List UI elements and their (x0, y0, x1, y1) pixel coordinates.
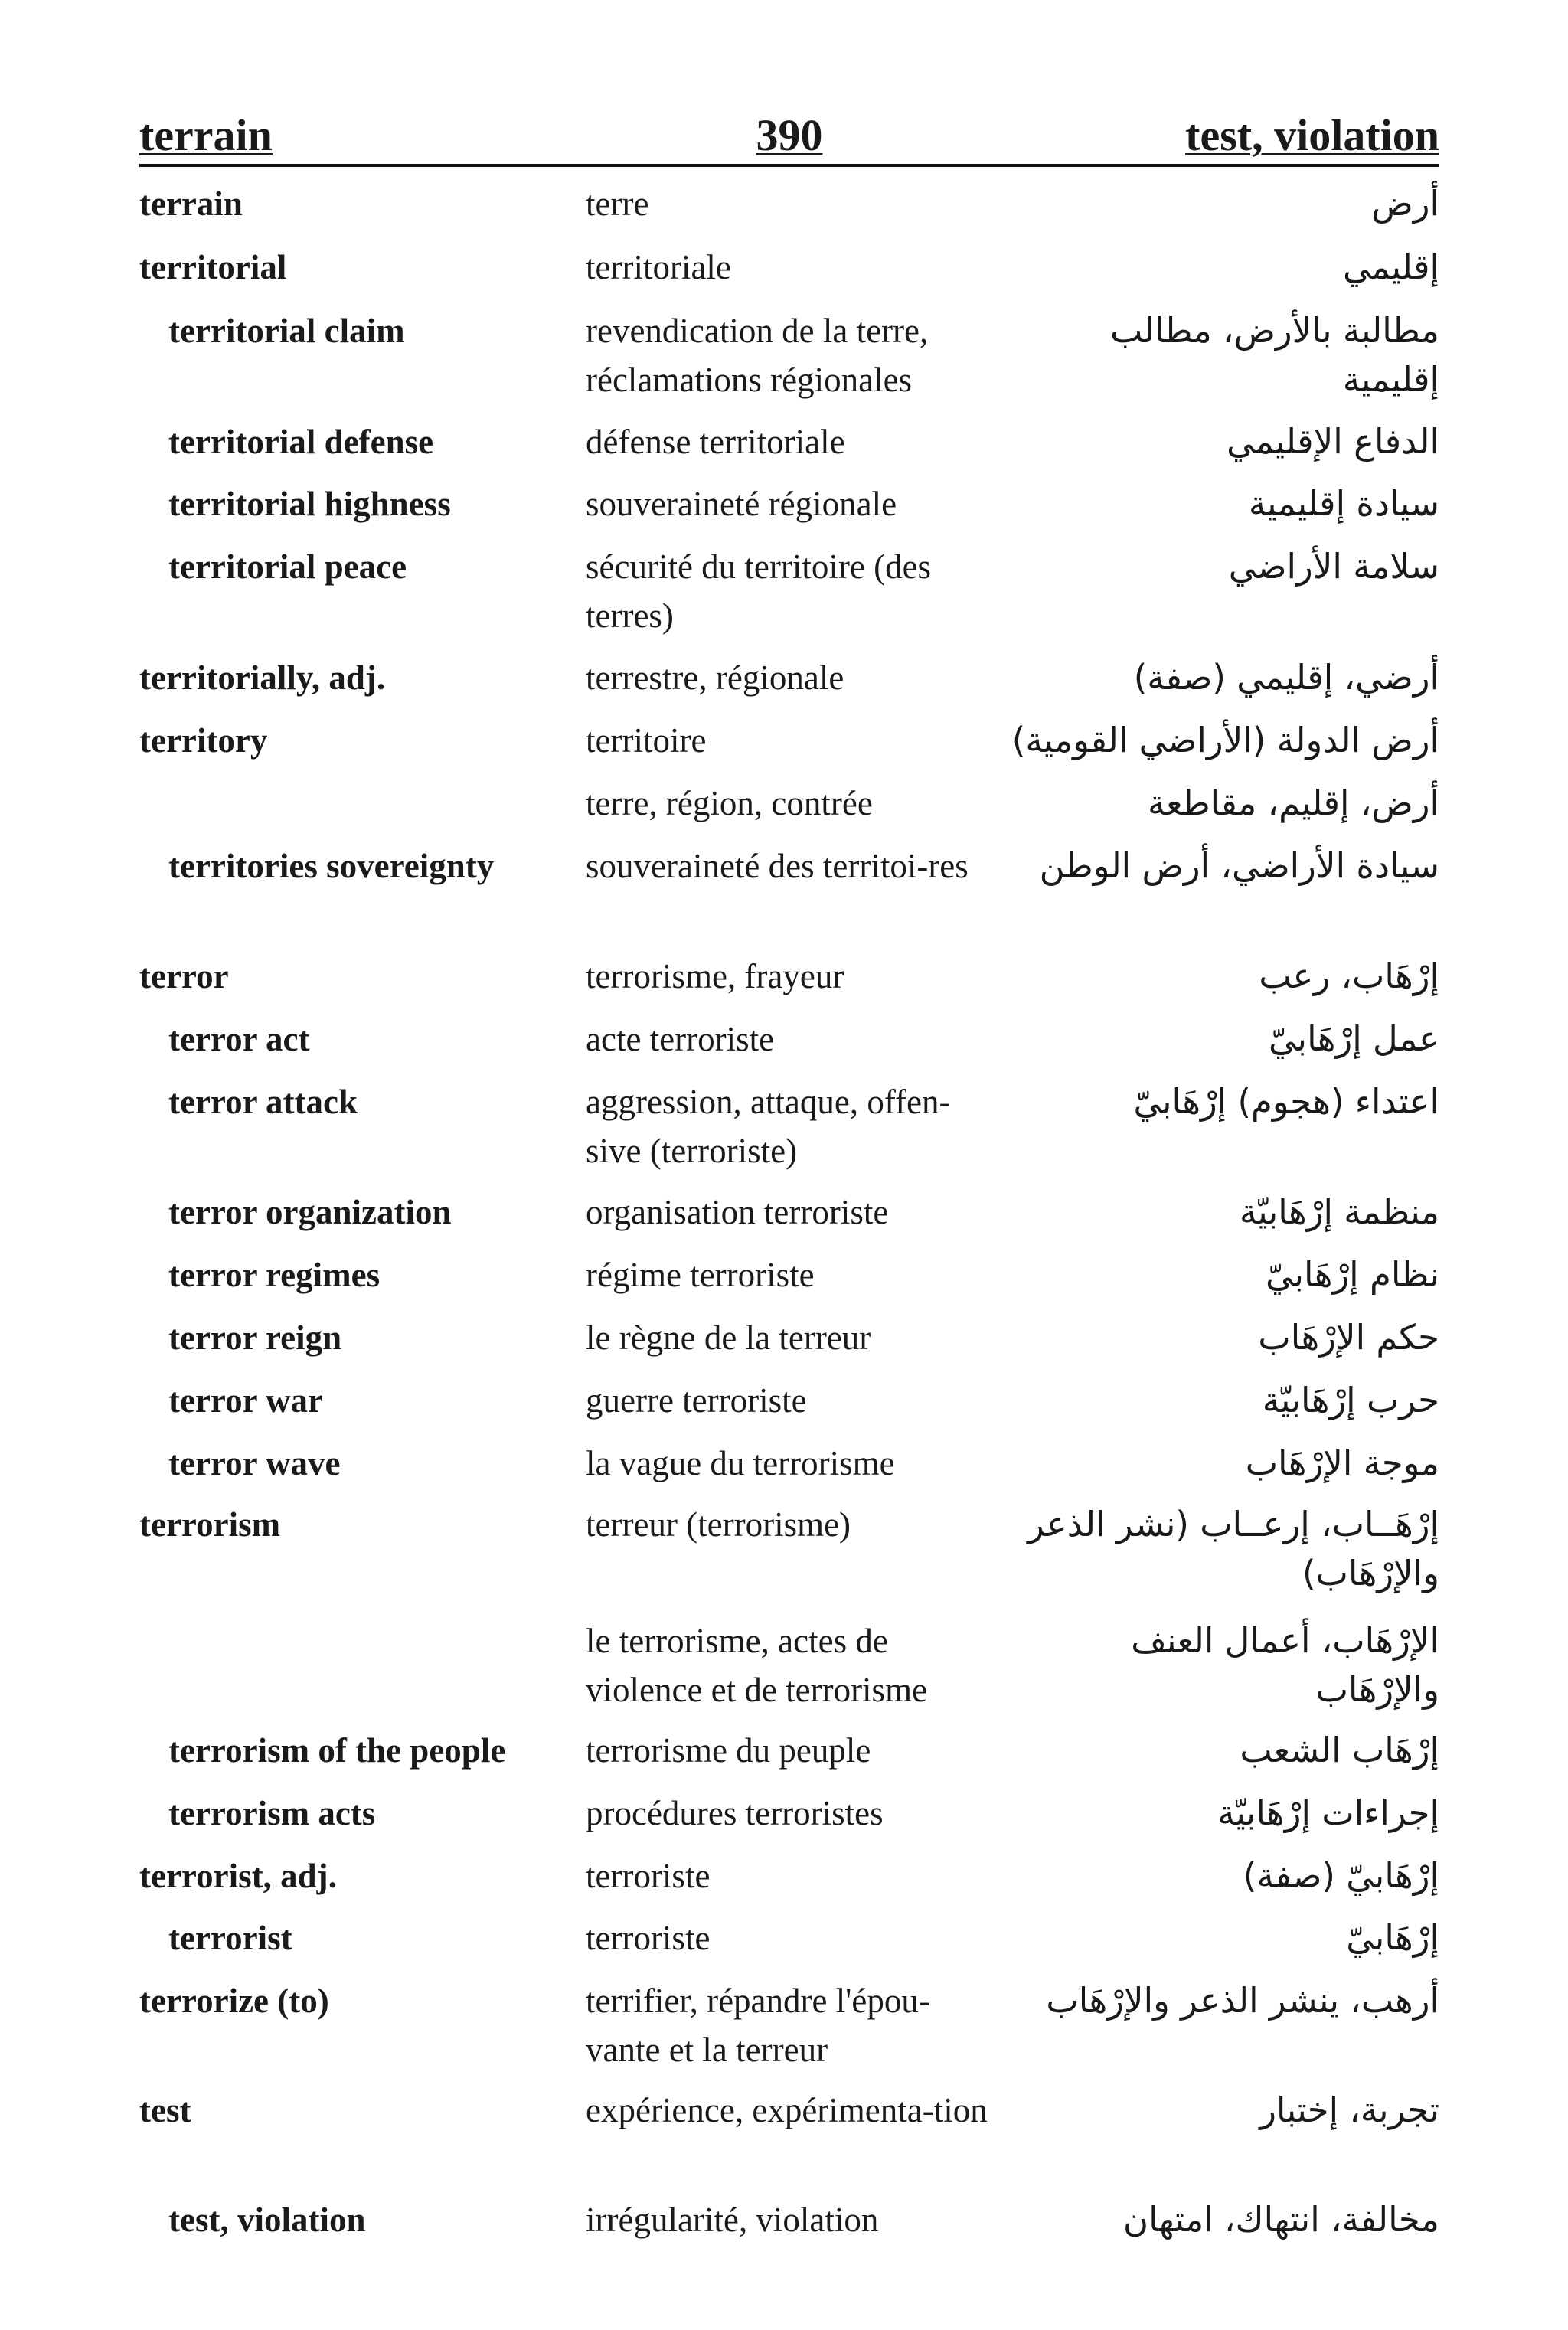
english-term: territorial defense (168, 423, 434, 461)
english-term: territorial peace (168, 547, 407, 586)
arabic-translation: مطالبة بالأرض، مطالب إقليمية (1110, 310, 1439, 400)
arabic-translation: موجة الإرْهَاب (1245, 1443, 1439, 1483)
arabic-translation: إرْهَــاب، إرعــاب (نشر الذعر والإرْهَاب) (1027, 1504, 1439, 1593)
english-term: terrorist (168, 1919, 292, 1957)
arabic-translation: سلامة الأراضي (1228, 546, 1439, 587)
english-term: terror regimes (168, 1256, 381, 1294)
arabic-translation: أرض، إقليم، مقاطعة (1148, 783, 1439, 823)
arabic-translation: إرْهَاب، رعب (1259, 956, 1439, 996)
french-translation: territoriale (586, 248, 731, 286)
arabic-translation: أرض (1371, 183, 1439, 224)
french-translation: organisation terroriste (586, 1193, 889, 1231)
french-translation: terroriste (586, 1919, 710, 1957)
english-term: terror reign (168, 1319, 342, 1357)
english-term: territorially, adj. (139, 658, 386, 697)
english-term: territorial (139, 248, 287, 286)
french-translation: acte terroriste (586, 1020, 775, 1058)
english-term: test, violation (168, 2201, 366, 2239)
english-term: terrorism (139, 1505, 281, 1544)
english-term: terrorize (to) (139, 1982, 329, 2020)
arabic-translation: منظمة إرْهَابيّة (1240, 1191, 1439, 1232)
arabic-translation: سيادة الأراضي، أرض الوطن (1039, 845, 1439, 886)
arabic-translation: حرب إرْهَابيّة (1262, 1380, 1439, 1420)
french-translation: le terrorisme, actes de violence et de terrorisme (586, 1622, 928, 1709)
arabic-translation: إرْهَابيّ (1346, 1917, 1439, 1958)
french-translation: terre (586, 185, 649, 223)
english-term: terror attack (168, 1083, 358, 1121)
english-term: terror (139, 957, 229, 995)
french-translation: régime terroriste (586, 1256, 815, 1294)
english-term: terror wave (168, 1444, 341, 1482)
arabic-translation: إرْهَابيّ (صفة) (1243, 1855, 1439, 1896)
running-head-last-term: test, violation (1185, 110, 1439, 160)
english-term: territorial highness (168, 485, 451, 523)
arabic-translation: إقليمي (1342, 247, 1439, 287)
french-translation: sécurité du territoire (des terres) (586, 547, 932, 635)
arabic-translation: حكم الإرْهَاب (1258, 1317, 1439, 1358)
english-term: terrain (139, 185, 243, 223)
english-term: terrorism of the people (168, 1731, 506, 1770)
arabic-translation: أرض الدولة (الأراضي القومية) (1011, 720, 1439, 760)
english-term: terrorist, adj. (139, 1857, 337, 1895)
arabic-translation: مخالفة، انتهاك، امتهان (1123, 2199, 1439, 2240)
french-translation: terrifier, répandre l'épou-vante et la terreur (586, 1982, 930, 2069)
french-translation: terrestre, régionale (586, 658, 844, 697)
english-term: terror act (168, 1020, 310, 1058)
arabic-translation: اعتداء (هجوم) إرْهَابيّ (1133, 1081, 1439, 1122)
french-translation: terrorisme du peuple (586, 1731, 871, 1770)
french-translation: terroriste (586, 1857, 710, 1895)
french-translation: le règne de la terreur (586, 1319, 871, 1357)
french-translation: terrorisme, frayeur (586, 957, 844, 995)
english-term: terrorism acts (168, 1794, 376, 1832)
arabic-translation: إجراءات إرْهَابيّة (1217, 1792, 1439, 1833)
arabic-translation: الإرْهَاب، أعمال العنف والإرْهَاب (1131, 1620, 1439, 1710)
english-term: terror organization (168, 1193, 452, 1231)
arabic-translation: إرْهَاب الشعب (1240, 1730, 1439, 1770)
french-translation: expérience, expérimenta-tion (586, 2091, 988, 2129)
french-translation: aggression, attaque, offen-sive (terroriste) (586, 1083, 951, 1170)
french-translation: souveraineté régionale (586, 485, 897, 523)
french-translation: la vague du terrorisme (586, 1444, 895, 1482)
french-translation: défense territoriale (586, 423, 845, 461)
english-term: test (139, 2091, 191, 2129)
arabic-translation: تجربة، إختبار (1259, 2090, 1439, 2130)
arabic-translation: سيادة إقليمية (1248, 483, 1439, 524)
french-translation: procédures terroristes (586, 1794, 884, 1832)
french-translation: souveraineté des territoi-res (586, 847, 969, 885)
page-number: 390 (756, 110, 823, 160)
arabic-translation: الدفاع الإقليمي (1227, 421, 1439, 462)
french-translation: revendication de la terre, réclamations régionales (586, 312, 929, 399)
french-translation: territoire (586, 721, 707, 760)
french-translation: guerre terroriste (586, 1381, 807, 1420)
french-translation: terre, région, contrée (586, 784, 873, 822)
english-term: territory (139, 721, 268, 760)
french-translation: irrégularité, violation (586, 2201, 879, 2239)
arabic-translation: عمل إرْهَابيّ (1269, 1018, 1439, 1059)
arabic-translation: نظام إرْهَابيّ (1265, 1254, 1439, 1295)
english-term: terror war (168, 1381, 323, 1420)
arabic-translation: أرهب، ينشر الذعر والإرْهَاب (1046, 1980, 1439, 2021)
arabic-translation: أرضي، إقليمي (صفة) (1133, 657, 1439, 698)
running-head-first-term: terrain (139, 110, 273, 160)
french-translation: terreur (terrorisme) (586, 1505, 851, 1544)
english-term: territorial claim (168, 312, 405, 350)
english-term: territories sovereignty (168, 847, 495, 885)
